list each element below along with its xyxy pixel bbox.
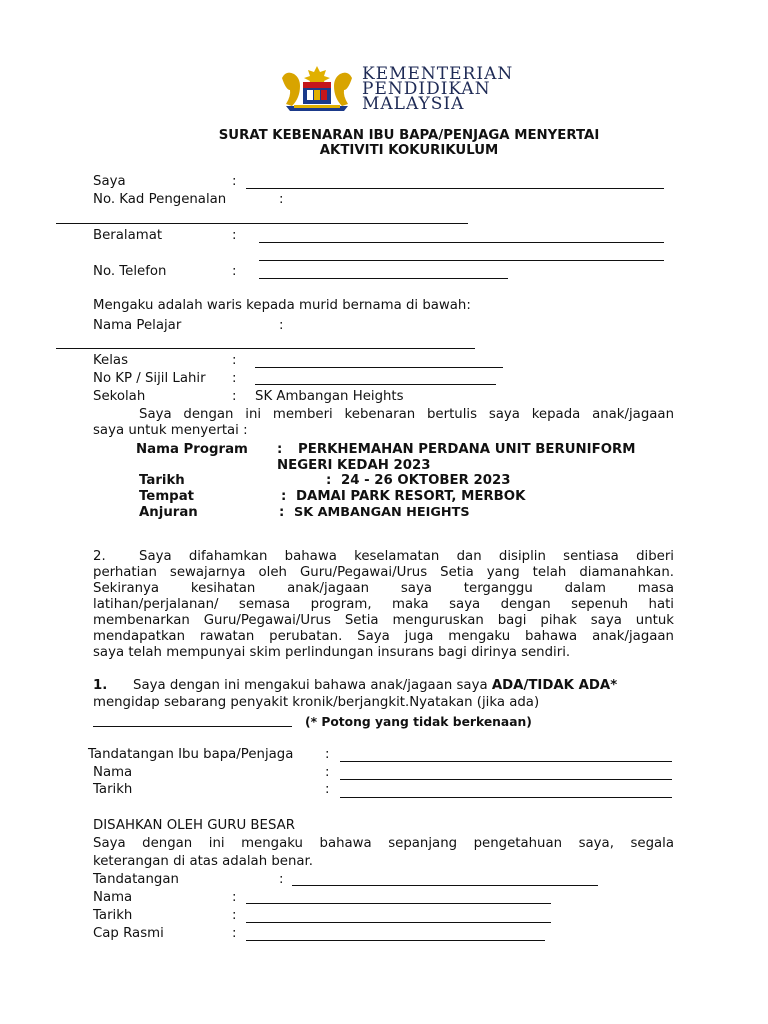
para2-paragraph xyxy=(93,549,674,661)
illness-field[interactable] xyxy=(93,726,292,727)
title-line-1: SURAT KEBENARAN IBU BAPA/PENJAGA MENYERTAI xyxy=(218,128,600,143)
hm-date-label: Tarikh xyxy=(93,908,133,923)
colon: : xyxy=(279,505,285,520)
coat-of-arms-icon xyxy=(276,64,358,112)
colon: : xyxy=(232,926,237,941)
para2-line: mendapatkan rawatan perubatan. Saya juga mengaku bahawa anak/jagaan xyxy=(93,629,674,644)
address-field-1[interactable] xyxy=(259,242,664,243)
organizer-label: Anjuran xyxy=(139,505,198,520)
hm-name-field[interactable] xyxy=(246,903,551,904)
stamp-field[interactable] xyxy=(246,940,545,941)
phone-label: No. Telefon xyxy=(93,264,167,279)
para2-line: perhatian sewajarnya oleh Guru/Pegawai/Urus Setia yang telah diamanahkan. xyxy=(93,565,674,580)
student-name-label: Nama Pelajar xyxy=(93,318,182,333)
para2-line: saya telah mempunyai skim perlindungan insurans bagi dirinya sendiri. xyxy=(93,645,571,660)
colon: : xyxy=(232,371,237,386)
hm-date-field[interactable] xyxy=(246,922,551,923)
colon: : xyxy=(325,747,330,762)
colon: : xyxy=(326,473,332,488)
para3-line2: mengidap sebarang penyakit kronik/berjangkit.Nyatakan (jika ada) xyxy=(93,695,540,710)
date-label: Tarikh xyxy=(139,473,185,488)
para2-line: latihan/perjalanan/ semasa program, maka saya dengan sepenuh hati xyxy=(93,597,674,612)
parent-name-label: Nama xyxy=(93,765,133,780)
colon: : xyxy=(232,890,237,905)
parent-date-label: Tarikh xyxy=(93,782,133,797)
class-label: Kelas xyxy=(93,353,129,368)
para2-line: Saya difahamkan bahawa keselamatan dan disiplin sentiasa diberi xyxy=(139,549,674,564)
colon: : xyxy=(325,782,330,797)
saya-label: Saya xyxy=(93,174,126,189)
colon: : xyxy=(279,872,284,887)
para3-number: 1. xyxy=(93,678,108,693)
permission-paragraph xyxy=(93,407,674,439)
declare-text: Mengaku adalah waris kepada murid bernama di bawah: xyxy=(93,298,471,313)
colon: : xyxy=(232,389,237,404)
colon: : xyxy=(325,765,330,780)
program-name-label: Nama Program xyxy=(136,442,248,457)
colon: : xyxy=(279,318,284,333)
saya-field[interactable] xyxy=(246,188,664,189)
program-name-value-1: PERKHEMAHAN PERDANA UNIT BERUNIFORM xyxy=(298,442,636,457)
parent-name-field[interactable] xyxy=(340,779,672,780)
hm-name-label: Nama xyxy=(93,890,133,905)
parent-sign-field[interactable] xyxy=(340,761,672,762)
ic-label: No. Kad Pengenalan xyxy=(93,192,227,207)
date-value: 24 - 26 OKTOBER 2023 xyxy=(341,473,511,488)
headmaster-paragraph xyxy=(93,836,674,870)
headmaster-line-2: keterangan di atas adalah benar. xyxy=(93,854,314,869)
school-label: Sekolah xyxy=(93,389,146,404)
phone-field[interactable] xyxy=(259,278,508,279)
colon: : xyxy=(277,442,283,457)
para3-text xyxy=(133,678,617,694)
hm-sign-field[interactable] xyxy=(292,885,598,886)
para2-line: Sekiranya kesihatan anak/jagaan saya terganggu dalam masa xyxy=(93,581,674,596)
headmaster-heading: DISAHKAN OLEH GURU BESAR xyxy=(93,818,295,833)
colon: : xyxy=(232,353,237,368)
para2-line: membenarkan Guru/Pegawai/Urus Setia menguruskan bagi pihak saya untuk xyxy=(93,613,674,628)
parent-date-field[interactable] xyxy=(340,797,672,798)
hm-sign-label: Tandatangan xyxy=(93,872,179,887)
parent-sign-label: Tandatangan Ibu bapa/Penjaga xyxy=(88,747,294,762)
student-ic-field[interactable] xyxy=(255,384,496,385)
logo-line-3: MALAYSIA xyxy=(362,94,465,114)
para3-text-bold: ADA/TIDAK ADA* xyxy=(491,678,618,693)
organizer-value: SK AMBANGAN HEIGHTS xyxy=(294,505,470,520)
ic-field[interactable] xyxy=(56,223,468,224)
para2-number: 2. xyxy=(93,549,106,564)
place-label: Tempat xyxy=(139,489,195,504)
colon: : xyxy=(232,228,237,243)
student-ic-label: No KP / Sijil Lahir xyxy=(93,371,206,386)
colon: : xyxy=(232,264,237,279)
place-value: DAMAI PARK RESORT, MERBOK xyxy=(296,489,526,504)
colon: : xyxy=(281,489,287,504)
colon: : xyxy=(232,908,237,923)
para3-text-main: Saya dengan ini mengakui bahawa anak/jagaan saya xyxy=(133,678,488,693)
permission-line-2: saya untuk menyertai : xyxy=(93,423,248,438)
address-field-2[interactable] xyxy=(259,260,664,261)
student-name-field[interactable] xyxy=(56,348,475,349)
para3-note: (* Potong yang tidak berkenaan) xyxy=(305,715,532,729)
title-line-2: AKTIVITI KOKURIKULUM xyxy=(319,143,499,158)
headmaster-line-1: Saya dengan ini mengaku bahawa sepanjang pengetahuan saya, segala xyxy=(93,836,674,851)
class-field[interactable] xyxy=(255,367,503,368)
logo-line-2: PENDIDIKAN xyxy=(362,79,491,99)
stamp-label: Cap Rasmi xyxy=(93,926,164,941)
permission-line-1: Saya dengan ini memberi kebenaran bertulis saya kepada anak/jagaan xyxy=(139,407,674,422)
address-label: Beralamat xyxy=(93,228,163,243)
program-name-value-2: NEGERI KEDAH 2023 xyxy=(277,458,431,473)
colon: : xyxy=(232,174,237,189)
logo-line-1: KEMENTERIAN xyxy=(362,64,514,84)
school-value: SK Ambangan Heights xyxy=(255,389,404,404)
colon: : xyxy=(279,192,284,207)
